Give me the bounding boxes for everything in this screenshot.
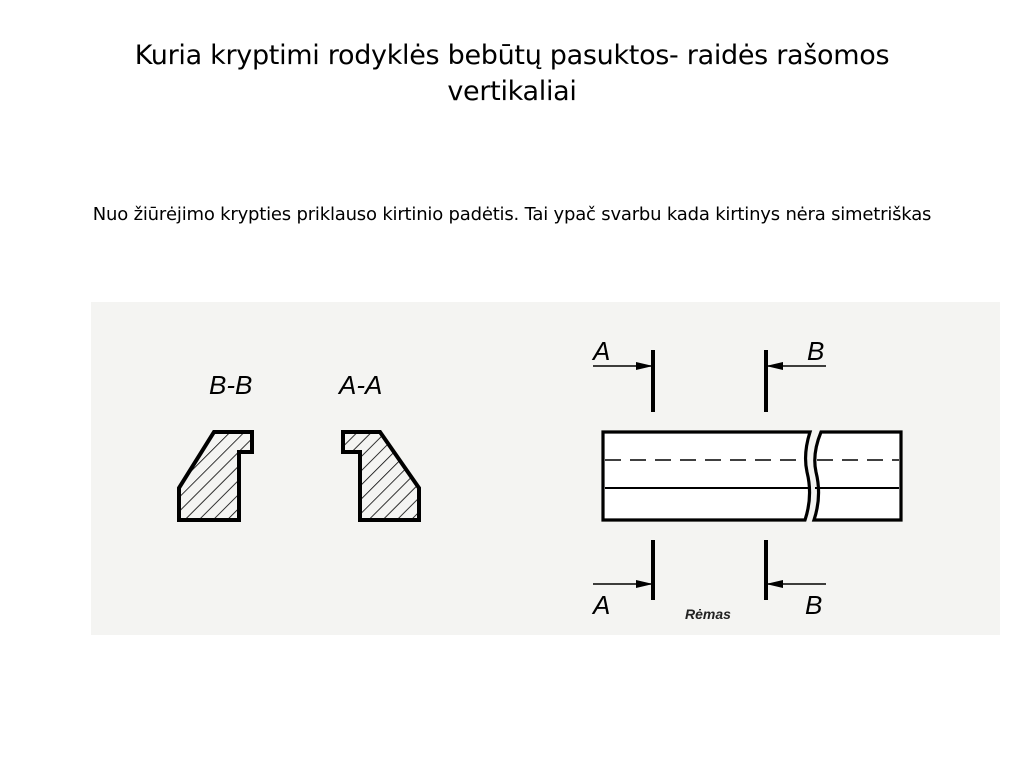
part-name-label: Rėmas — [685, 606, 731, 622]
slide-title: Kuria kryptimi rodyklės bebūtų pasuktos- raidės rašomos vertikaliai — [134, 40, 890, 107]
cut-arrowhead-bottom-b — [766, 580, 783, 588]
cut-label-top-b: B — [807, 336, 825, 366]
cut-arrowhead-top-a — [636, 362, 653, 370]
section-bb-label: B-B — [209, 370, 253, 400]
cut-label-bottom-a: A — [593, 590, 611, 620]
section-aa-label: A-A — [339, 370, 383, 400]
frame-left-piece — [603, 432, 810, 520]
frame-right-piece — [814, 432, 901, 520]
slide-subtitle: Nuo žiūrėjimo krypties priklauso kirtinio padėtis. Tai ypač svarbu kada kirtinys nėra simetriškas — [92, 204, 932, 225]
cut-label-top-a: A — [593, 336, 611, 366]
cut-arrowhead-bottom-a — [636, 580, 653, 588]
technical-drawing-figure — [91, 302, 1000, 635]
section-bb-profile — [179, 432, 252, 520]
technical-drawing — [91, 302, 1000, 635]
section-aa-profile — [343, 432, 419, 520]
cut-arrowhead-top-b — [766, 362, 783, 370]
cut-label-bottom-b: B — [805, 590, 823, 620]
